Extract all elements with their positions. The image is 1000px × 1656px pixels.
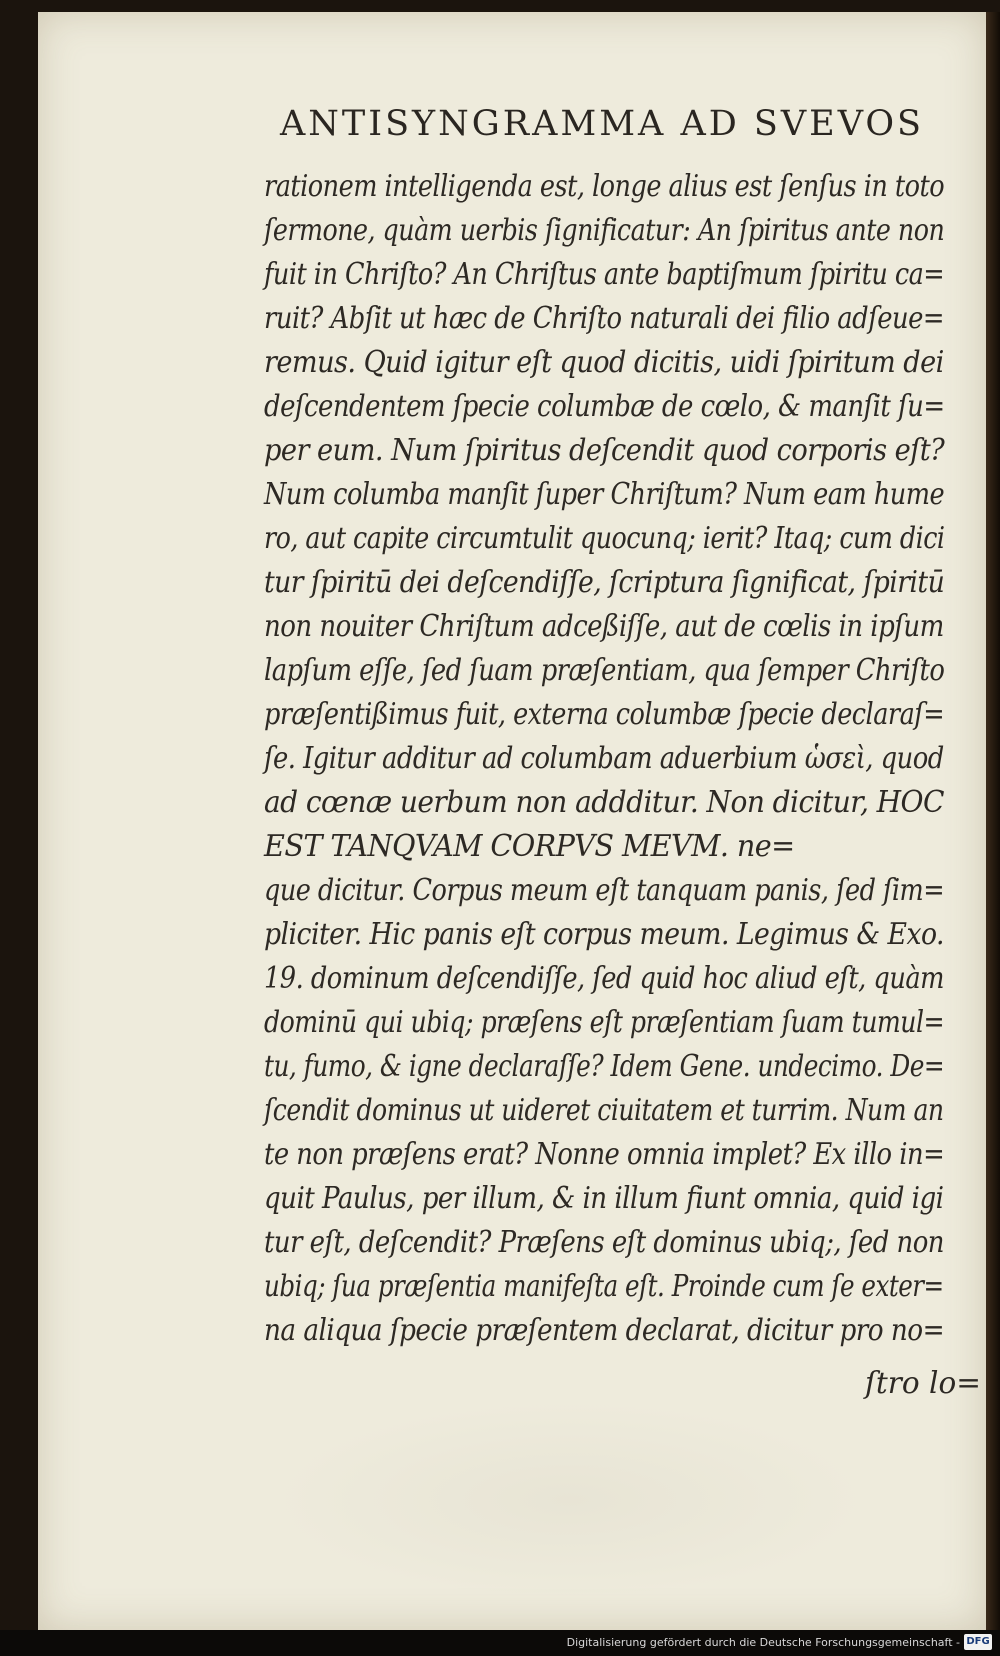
text-line: tur ſpiritū dei deſcendiſſe, ſcriptura ſignificat, ſpiritū	[264, 565, 945, 599]
text-line: ad cœnæ uerbum non addditur. Non dicitur, HOC	[264, 785, 944, 819]
text-line: pliciter. Hic panis eſt corpus meum. Legimus & Exo.	[264, 917, 944, 951]
text-line: ruit? Abſit ut hæc de Chriſto naturali dei filio adſeue=	[264, 301, 945, 335]
page-edge	[986, 12, 1000, 1630]
text-line: EST TANQVAM CORPVS MEVM. ne=	[264, 829, 795, 863]
text-line: na aliqua ſpecie præſentem declarat, dicitur pro no=	[264, 1313, 945, 1347]
catchword: ſtro lo=	[865, 1366, 981, 1400]
text-line: non nouiter Chriſtum adceßiſſe, aut de cœlis in ipſum	[264, 609, 944, 643]
text-line: deſcendentem ſpecie columbæ de cœlo, & manſit ſu=	[264, 389, 945, 423]
text-line: tu, fumo, & igne declaraſſe? Idem Gene. undecimo. De=	[264, 1049, 945, 1083]
dfg-logo: DFG	[964, 1634, 992, 1650]
text-line: te non præſens erat? Nonne omnia implet? Ex illo in=	[264, 1137, 945, 1171]
text-line: remus. Quid igitur eſt quod dicitis, uidi ſpiritum dei	[264, 345, 944, 379]
text-line: que dicitur. Corpus meum eſt tanquam panis, ſed ſim=	[264, 873, 945, 907]
text-line: tur eſt, deſcendit? Præſens eſt dominus ubiq;, ſed non	[264, 1225, 944, 1259]
digitization-credit: Digitalisierung gefördert durch die Deutsche Forschungsgemeinschaft -	[566, 1636, 960, 1649]
text-line: ſcendit dominus ut uideret ciuitatem et turrim. Num an	[264, 1093, 944, 1127]
text-line: ſermone, quàm uerbis ſignificatur: An ſpiritus ante non	[264, 213, 945, 247]
text-line: ſe. Igitur additur ad columbam aduerbium ὡσεὶ, quod	[264, 741, 944, 775]
text-line: rationem intelligenda est, longe alius est ſenſus in toto	[264, 169, 945, 203]
text-line: ubiq; ſua præſentia manifeſta eſt. Proinde cum ſe exter=	[264, 1269, 944, 1303]
text-line: fuit in Chriſto? An Chriſtus ante baptiſmum ſpiritu ca=	[264, 257, 945, 291]
text-line: lapſum eſſe, ſed ſuam præſentiam, qua ſemper Chriſto	[264, 653, 945, 687]
text-line: præſentißimus fuit, externa columbæ ſpecie declaraſ=	[264, 697, 945, 731]
ink-bleed-through	[270, 1400, 870, 1600]
text-line: dominū qui ubiq; præſens eſt præſentiam ſuam tumul=	[264, 1005, 945, 1039]
text-line: 19. dominum deſcendiſſe, ſed quid hoc aliud eſt, quàm	[264, 961, 944, 995]
text-line: per eum. Num ſpiritus deſcendit quod corporis eſt?	[264, 433, 945, 467]
running-title: ANTISYNGRAMMA AD SVEVOS	[280, 104, 925, 144]
text-line: ro, aut capite circumtulit quocunq; ierit? Itaq; cum dici	[264, 521, 945, 555]
body-text	[264, 164, 964, 1352]
text-line: Num columba manſit ſuper Chriſtum? Num eam hume	[264, 477, 945, 511]
text-line: quit Paulus, per illum, & in illum fiunt omnia, quid igi	[264, 1181, 944, 1215]
